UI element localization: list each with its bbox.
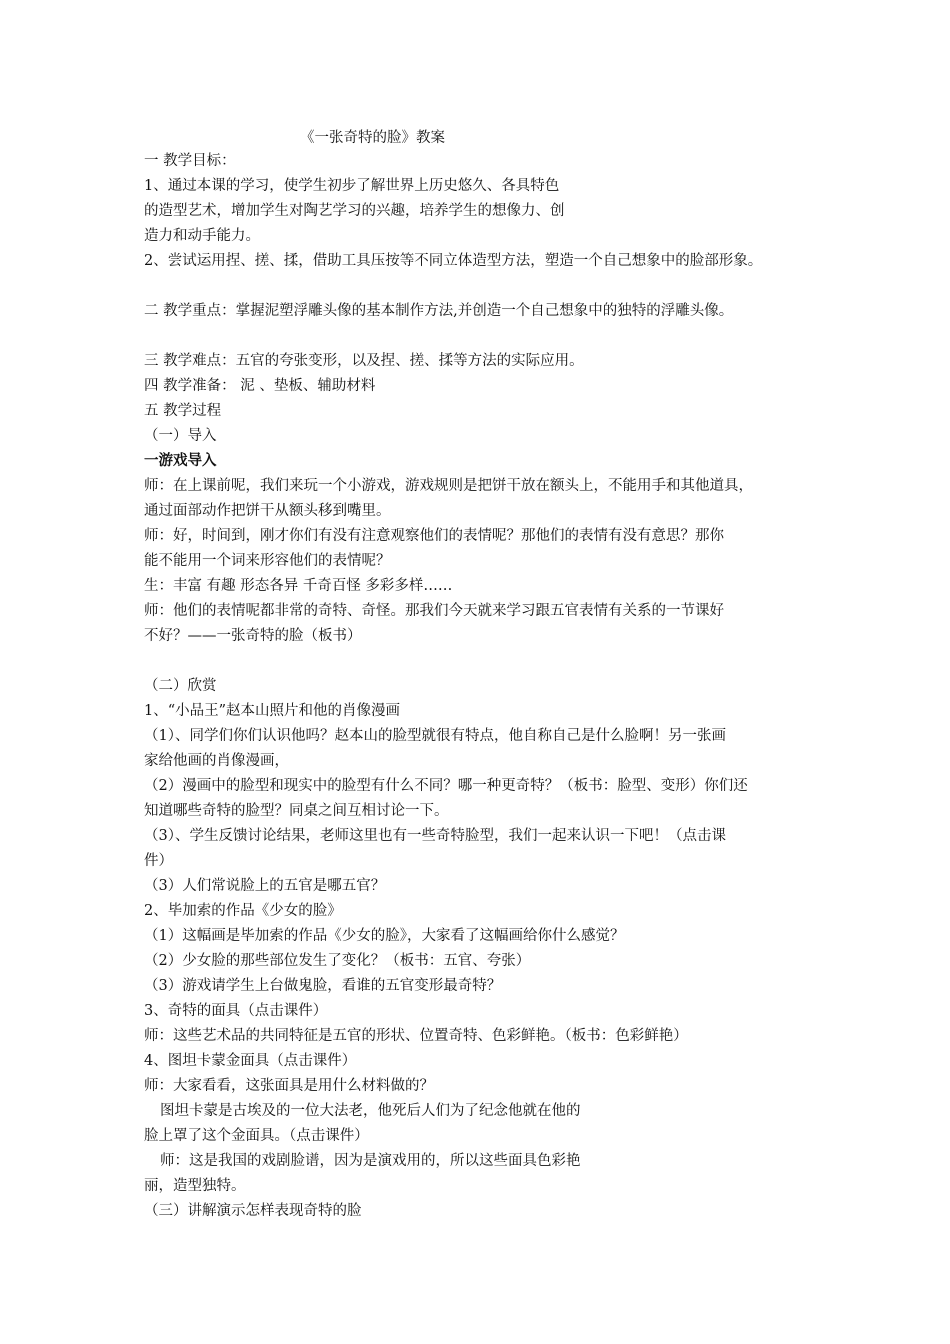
section-heading: 四 教学准备： 泥 、垫板、辅助材料 [144,378,376,394]
paragraph-line: 1、通过本课的学习，使学生初步了解世界上历史悠久、各具特色 [144,178,560,194]
paragraph-line: （1）这幅画是毕加索的作品《少女的脸》，大家看了这幅画给你什么感觉？ [144,928,625,944]
paragraph-line: 师：这些艺术品的共同特征是五官的形状、位置奇特、色彩鲜艳。（板书：色彩鲜艳） [144,1028,688,1044]
paragraph-line: （3）游戏请学生上台做鬼脸，看谁的五官变形最奇特？ [144,978,502,994]
paragraph-line: 师：在上课前呢，我们来玩一个小游戏，游戏规则是把饼干放在额头上，不能用手和其他道具， [144,478,753,494]
subsection-heading: （二）欣赏 [144,678,217,694]
paragraph-line: 师：这是我国的戏剧脸谱，因为是演戏用的，所以这些面具色彩艳 [160,1153,581,1169]
paragraph-line: 丽，造型独特。 [144,1178,246,1194]
subsection-heading: （一）导入 [144,428,217,444]
paragraph-line: 能不能用一个词来形容他们的表情呢？ [144,553,391,569]
paragraph-line: 知道哪些奇特的脸型？同桌之间互相讨论一下。 [144,803,449,819]
paragraph-line: 图坦卡蒙是古埃及的一位大法老，他死后人们为了纪念他就在他的 [160,1103,581,1119]
paragraph-line: 的造型艺术，增加学生对陶艺学习的兴趣，培养学生的想像力、创 [144,203,565,219]
section-heading: 三 教学难点：五官的夸张变形，以及捏、搓、揉等方法的实际应用。 [144,353,584,369]
paragraph-line: 1、“小品王”赵本山照片和他的肖像漫画 [144,703,401,719]
section-heading: 五 教学过程 [144,403,222,419]
paragraph-line: （1）、同学们你们认识他吗？赵本山的脸型就很有特点，他自称自己是什么脸啊！另一张画 [144,728,726,744]
paragraph-line: 通过面部动作把饼干从额头移到嘴里。 [144,503,391,519]
paragraph-line: 师：好，时间到，刚才你们有没有注意观察他们的表情呢？那他们的表情有没有意思？那你 [144,528,724,544]
paragraph-line: 不好？——一张奇特的脸（板书） [144,628,362,644]
paragraph-line: （2）漫画中的脸型和现实中的脸型有什么不同？哪一种更奇特？（板书：脸型、变形）你们还 [144,778,748,794]
section-heading: 二 教学重点：掌握泥塑浮雕头像的基本制作方法,并创造一个自己想象中的独特的浮雕头像。 [144,303,734,319]
paragraph-line: 家给他画的肖像漫画， [144,753,289,769]
paragraph-line: 件） [144,853,173,869]
subsection-heading: （三）讲解演示怎样表现奇特的脸 [144,1203,362,1219]
paragraph-line: （3）人们常说脸上的五官是哪五官？ [144,878,386,894]
paragraph-line: 师：他们的表情呢都非常的奇特、奇怪。那我们今天就来学习跟五官表情有关系的一节课好 [144,603,724,619]
paragraph-line: 4、图坦卡蒙金面具（点击课件） [144,1053,357,1069]
paragraph-line: 脸上罩了这个金面具。（点击课件） [144,1128,369,1144]
paragraph-line: 造力和动手能力。 [144,228,260,244]
paragraph-line: 生：丰富 有趣 形态各异 千奇百怪 多彩多样…… [144,578,453,594]
paragraph-line: 师：大家看看，这张面具是用什么材料做的？ [144,1078,434,1094]
paragraph-line: 2、尝试运用捏、搓、揉，借助工具压按等不同立体造型方法，塑造一个自己想象中的脸部形象。 [144,253,763,269]
document-title: 《一张奇特的脸》教案 [300,130,445,146]
bold-heading: 一游戏导入 [144,452,217,469]
paragraph-line: （2）少女脸的那些部位发生了变化？（板书：五官、夸张） [144,953,531,969]
section-heading: 一 教学目标： [144,153,236,169]
paragraph-line: 2、毕加索的作品《少女的脸》 [144,903,342,919]
paragraph-line: 3、奇特的面具（点击课件） [144,1003,328,1019]
paragraph-line: （3）、学生反馈讨论结果，老师这里也有一些奇特脸型，我们一起来认识一下吧！（点击课 [144,828,726,844]
